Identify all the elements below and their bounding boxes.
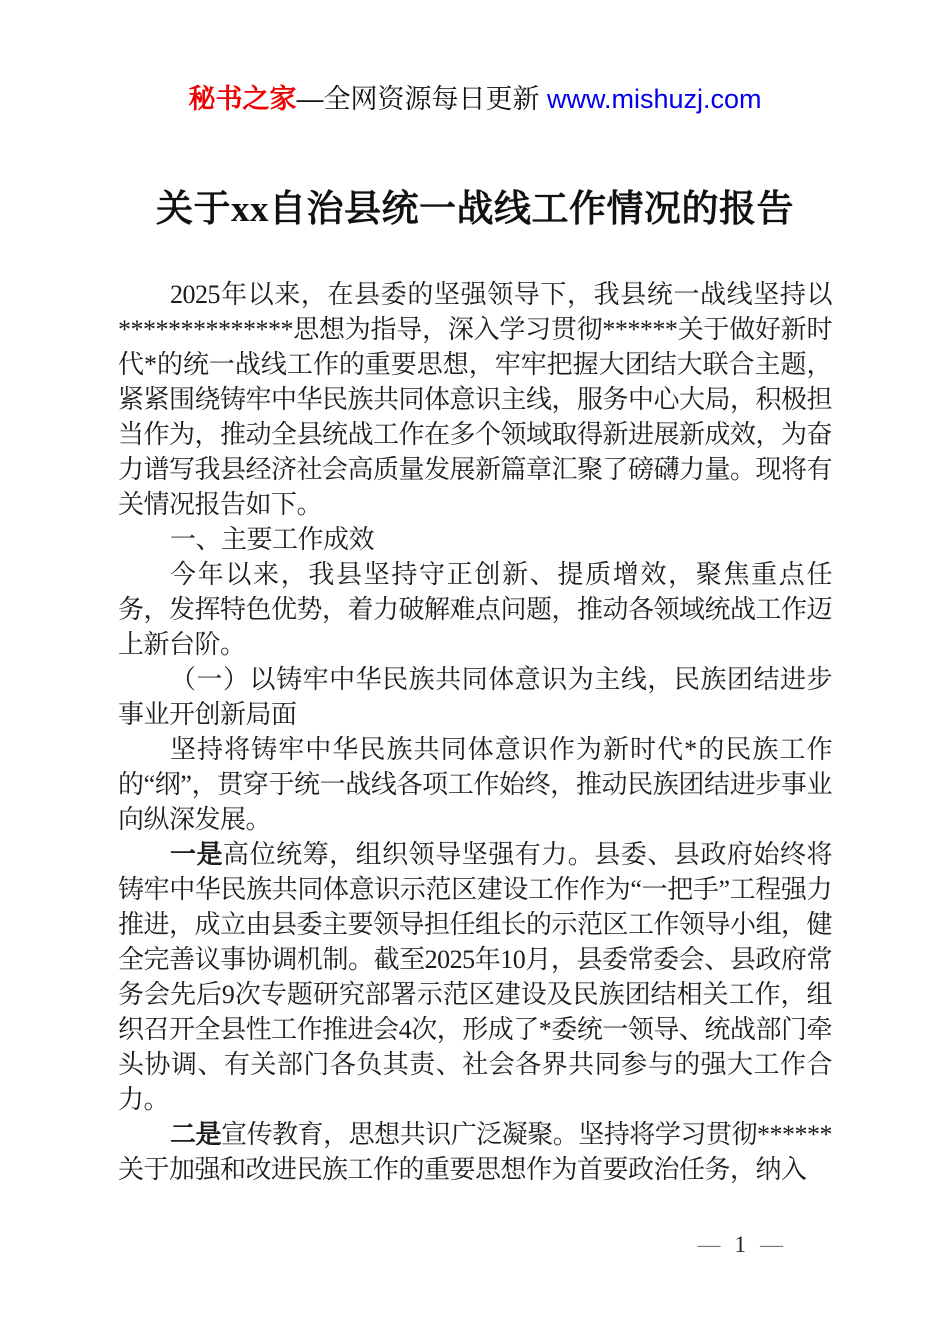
paragraph-ethnic-unity-intro: 坚持将铸牢中华民族共同体意识作为新时代*的民族工作的“纲”，贯穿于统一战线各项工作始终，推动民族团结进步事业向纵深发展。 — [118, 735, 832, 834]
paragraph-point-one-lead: 一是 — [170, 840, 224, 869]
page-number — [698, 1232, 784, 1258]
paragraph-overview: 今年以来，我县坚持守正创新、提质增效，聚焦重点任务，发挥特色优势，着力破解难点问题，推动各领域统战工作迈上新台阶。 — [118, 560, 833, 659]
site-url: www.mishuzj.com — [546, 84, 762, 114]
page-number-dash-right: — — [760, 1232, 783, 1257]
section-heading-main-achievements: 一、主要工作成效 — [170, 525, 375, 554]
site-name: 秘书之家 — [188, 84, 297, 114]
site-tagline: —全网资源每日更新 — [296, 84, 547, 114]
document-body — [118, 277, 832, 1187]
paragraph-point-one-text: 高位统筹，组织领导坚强有力。县委、县政府始终将铸牢中华民族共同体意识示范区建设工作作为“一把手”工程强力推进，成立由县委主要领导担任组长的示范区工作领导小组，健全完善议事协调机制。截至2025年10月，县委常委会、县政府常务会先后9次专题研究部署示范区建设及民族团结相关工作，组织召开全县性工作推进会4次，形成了*委统一领导、统战部门牵头协调、有关部门各负其责、社会各界共同参与的强大工作合力。 — [118, 840, 833, 1114]
page-number-value: 1 — [734, 1232, 746, 1257]
site-header — [0, 0, 950, 114]
document-title: 关于xx自治县统一战线工作情况的报告 — [156, 189, 794, 230]
paragraph-intro: 2025年以来，在县委的坚强领导下，我县统一战线坚持以**************思想为指导，深入学习贯彻******关于做好新时代*的统一战线工作的重要思想，牢牢把握大团结大联合主题，紧紧围绕铸牢中华民族共同体意识主线，服务中心大局，积极担当作为，推动全县统战工作在多个领域取得新进展新成效，为奋力谱写我县经济社会高质量发展新篇章汇聚了磅礴力量。现将有关情况报告如下。 — [118, 280, 833, 519]
paragraph-point-one — [118, 837, 832, 1117]
paragraph-point-two-lead: 二是 — [170, 1120, 222, 1149]
paragraph-point-two-text: 宣传教育，思想共识广泛凝聚。坚持将学习贯彻******关于加强和改进民族工作的重要思想作为首要政治任务，纳入 — [118, 1120, 832, 1184]
section-heading-ethnic-unity: （一）以铸牢中华民族共同体意识为主线，民族团结进步事业开创新局面 — [118, 665, 832, 729]
page-number-dash-left: — — [697, 1232, 721, 1257]
paragraph-point-two — [118, 1117, 832, 1187]
